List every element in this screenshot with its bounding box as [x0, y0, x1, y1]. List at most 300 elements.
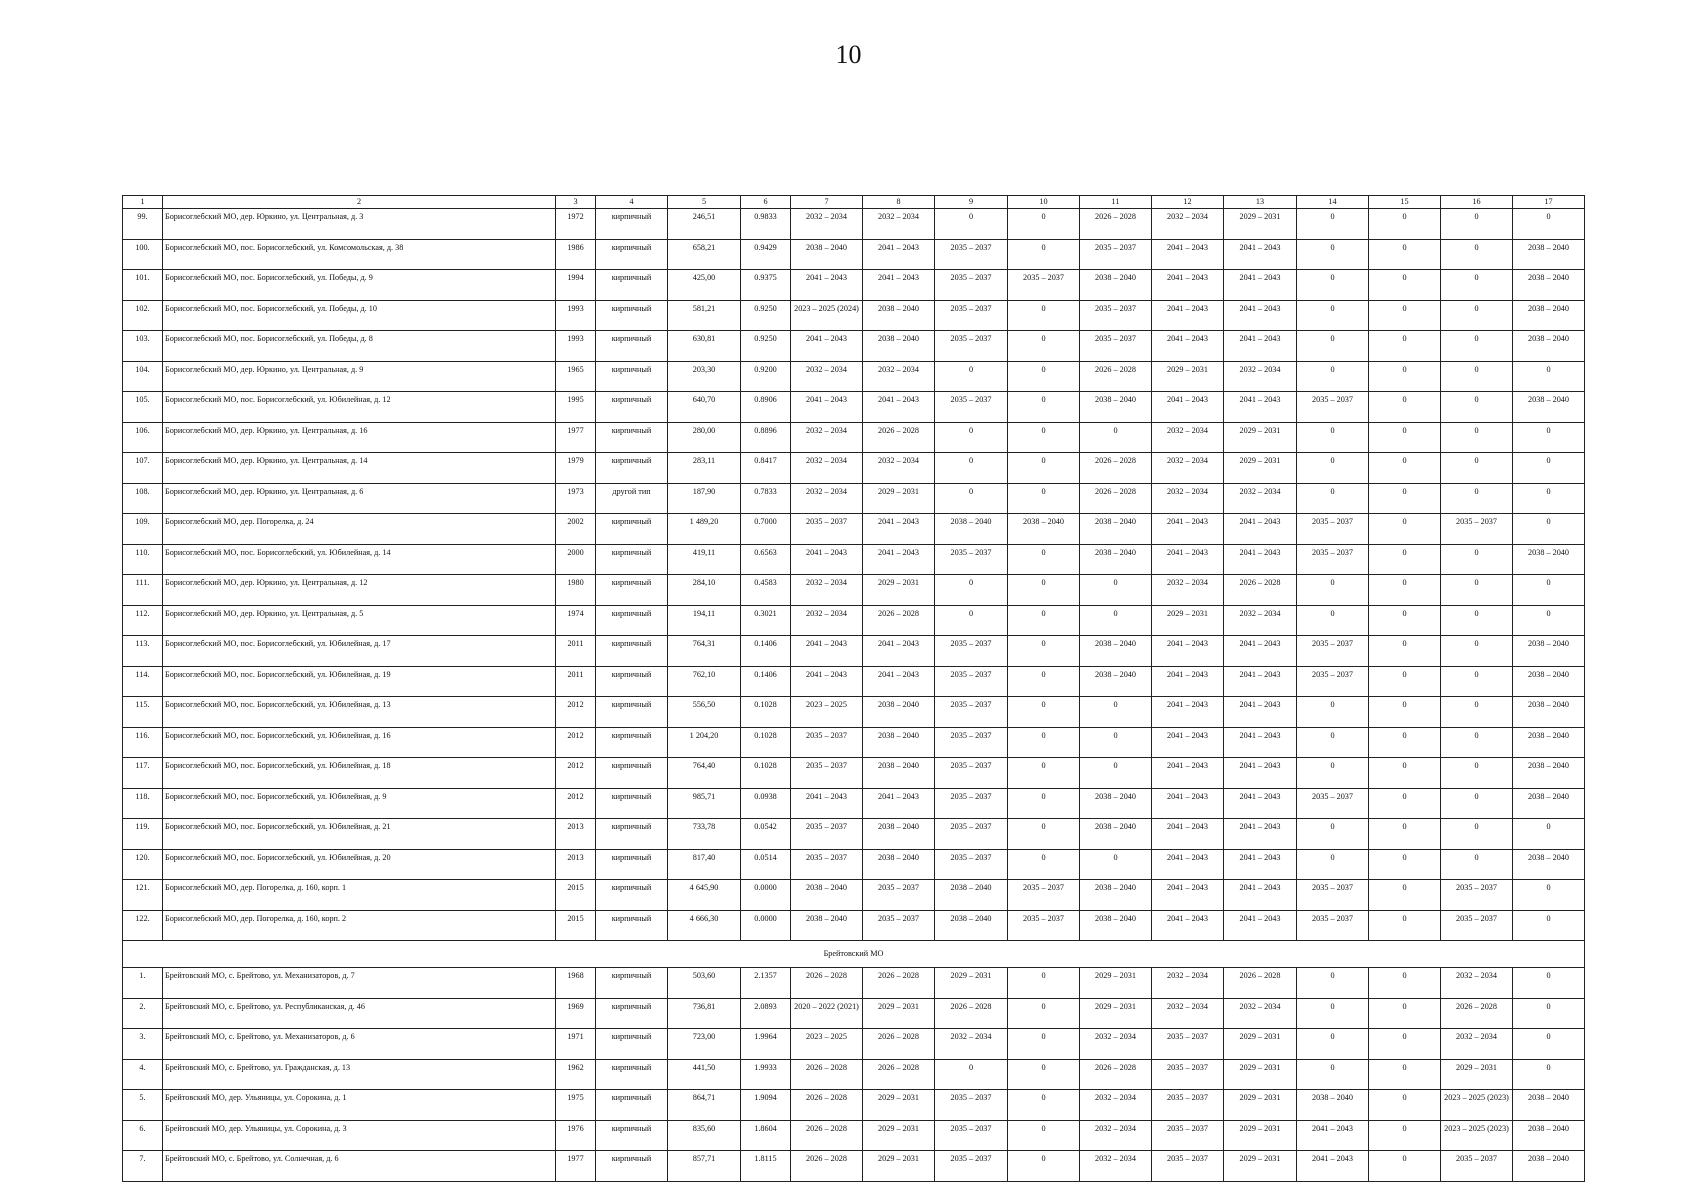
table-row [123, 788, 1585, 819]
address-cell: Борисоглебский МО, пос. Борисоглебский, ул. Юбилейная, д. 20 [163, 849, 556, 880]
table-cell: 2032 – 2034 [1152, 422, 1224, 453]
table-cell: 0 [1369, 209, 1441, 240]
table-cell: 2. [123, 998, 163, 1029]
table-cell: 2035 – 2037 [863, 880, 935, 911]
table-cell: 2026 – 2028 [791, 1090, 863, 1121]
table-cell: 2013 [556, 849, 596, 880]
table-cell: 0 [1369, 910, 1441, 941]
table-cell: 2032 – 2034 [791, 453, 863, 484]
table-cell: 2038 – 2040 [1513, 270, 1585, 301]
address-cell: Борисоглебский МО, дер. Юркино, ул. Центральная, д. 3 [163, 209, 556, 240]
table-cell: 2035 – 2037 [935, 239, 1008, 270]
table-cell: 2038 – 2040 [863, 331, 935, 362]
address-cell: Брейтовский МО, с. Брейтово, ул. Механизаторов, д. 6 [163, 1029, 556, 1060]
address-cell: Борисоглебский МО, пос. Борисоглебский, ул. Комсомольская, д. 38 [163, 239, 556, 270]
table-cell: 0 [1008, 849, 1080, 880]
table-cell: 0.0000 [741, 880, 791, 911]
table-cell: 2035 – 2037 [1297, 788, 1369, 819]
table-cell: 2029 – 2031 [1224, 1090, 1297, 1121]
table-row [123, 998, 1585, 1029]
table-cell: 2020 – 2022 (2021) [791, 998, 863, 1029]
table-cell: 0 [1008, 1029, 1080, 1060]
table-cell: 2035 – 2037 [791, 819, 863, 850]
table-cell: 2012 [556, 697, 596, 728]
table-cell: кирпичный [596, 697, 668, 728]
table-cell: 0 [1297, 1059, 1369, 1090]
table-cell: 0 [1008, 727, 1080, 758]
table-cell: 2032 – 2034 [1224, 483, 1297, 514]
table-cell: 106. [123, 422, 163, 453]
column-number-header: 6 [741, 196, 791, 209]
table-cell: 658,21 [668, 239, 741, 270]
table-cell: 0 [1008, 998, 1080, 1029]
address-cell: Борисоглебский МО, дер. Юркино, ул. Центральная, д. 12 [163, 575, 556, 606]
table-cell: 0 [1297, 483, 1369, 514]
table-cell: 2035 – 2037 [791, 849, 863, 880]
table-cell: 2035 – 2037 [935, 1120, 1008, 1151]
table-cell: 2023 – 2025 (2024) [791, 300, 863, 331]
table-cell: кирпичный [596, 666, 668, 697]
table-cell: 0 [1513, 422, 1585, 453]
table-cell: 2.1357 [741, 968, 791, 999]
table-cell: 2038 – 2040 [1513, 239, 1585, 270]
table-row [123, 697, 1585, 728]
table-cell: 1.8604 [741, 1120, 791, 1151]
table-cell: 0 [1369, 483, 1441, 514]
table-row [123, 209, 1585, 240]
table-cell: 0 [1297, 270, 1369, 301]
table-row [123, 422, 1585, 453]
table-cell: 1 489,20 [668, 514, 741, 545]
table-cell: 2035 – 2037 [935, 544, 1008, 575]
column-number-header: 9 [935, 196, 1008, 209]
table-cell: 0 [935, 575, 1008, 606]
table-cell: 0.9250 [741, 300, 791, 331]
table-cell: 0 [1297, 998, 1369, 1029]
table-cell: 0 [1080, 727, 1152, 758]
table-cell: 2032 – 2034 [1224, 998, 1297, 1029]
table-cell: 2038 – 2040 [1080, 880, 1152, 911]
table-cell: 118. [123, 788, 163, 819]
column-number-header: 17 [1513, 196, 1585, 209]
table-cell: 2041 – 2043 [863, 392, 935, 423]
table-cell: 0 [1008, 1059, 1080, 1090]
table-cell: 1994 [556, 270, 596, 301]
table-cell: 2041 – 2043 [863, 788, 935, 819]
table-cell: кирпичный [596, 727, 668, 758]
table-row [123, 880, 1585, 911]
table-cell: кирпичный [596, 819, 668, 850]
table-cell: 2026 – 2028 [791, 1120, 863, 1151]
table-cell: 817,40 [668, 849, 741, 880]
table-cell: 0 [1008, 422, 1080, 453]
table-cell: 0 [1008, 697, 1080, 728]
table-cell: 0 [1297, 331, 1369, 362]
table-cell: 1.9933 [741, 1059, 791, 1090]
address-cell: Борисоглебский МО, дер. Юркино, ул. Центральная, д. 16 [163, 422, 556, 453]
table-cell: кирпичный [596, 1059, 668, 1090]
table-cell: 2038 – 2040 [863, 697, 935, 728]
table-cell: 121. [123, 880, 163, 911]
table-cell: 2041 – 2043 [863, 666, 935, 697]
table-cell: 284,10 [668, 575, 741, 606]
table-cell: 0.1028 [741, 727, 791, 758]
table-cell: 0.8417 [741, 453, 791, 484]
table-cell: 0 [1297, 453, 1369, 484]
table-cell: 0 [1297, 605, 1369, 636]
table-cell: 2041 – 2043 [791, 270, 863, 301]
table-cell: 194,11 [668, 605, 741, 636]
table-cell: 0 [1008, 544, 1080, 575]
address-cell: Борисоглебский МО, дер. Юркино, ул. Центральная, д. 9 [163, 361, 556, 392]
table-cell: 640,70 [668, 392, 741, 423]
table-cell: 2041 – 2043 [1152, 636, 1224, 667]
table-cell: 0 [1008, 758, 1080, 789]
table-cell: 1993 [556, 331, 596, 362]
table-cell: 2032 – 2034 [1080, 1151, 1152, 1182]
table-cell: 2002 [556, 514, 596, 545]
table-cell: 0.4583 [741, 575, 791, 606]
table-cell: 2038 – 2040 [1080, 819, 1152, 850]
table-cell: 2038 – 2040 [935, 880, 1008, 911]
table-cell: кирпичный [596, 392, 668, 423]
table-cell: 2041 – 2043 [863, 270, 935, 301]
table-cell: 2041 – 2043 [1224, 300, 1297, 331]
table-cell: 0.7833 [741, 483, 791, 514]
table-cell: 0 [1513, 1029, 1585, 1060]
table-cell: 2026 – 2028 [863, 968, 935, 999]
address-cell: Борисоглебский МО, дер. Юркино, ул. Центральная, д. 6 [163, 483, 556, 514]
column-number-header: 7 [791, 196, 863, 209]
table-cell: 2026 – 2028 [791, 1059, 863, 1090]
table-cell: кирпичный [596, 636, 668, 667]
table-row [123, 300, 1585, 331]
table-row [123, 239, 1585, 270]
table-cell: 0 [1369, 361, 1441, 392]
table-cell: 2038 – 2040 [1513, 1151, 1585, 1182]
table-cell: 0 [1441, 270, 1513, 301]
table-cell: 581,21 [668, 300, 741, 331]
table-cell: кирпичный [596, 788, 668, 819]
table-cell: 2032 – 2034 [1152, 968, 1224, 999]
table-cell: 2041 – 2043 [1297, 1151, 1369, 1182]
table-cell: 441,50 [668, 1059, 741, 1090]
table-cell: кирпичный [596, 605, 668, 636]
table-cell: 764,40 [668, 758, 741, 789]
table-cell: 2000 [556, 544, 596, 575]
table-cell: 2035 – 2037 [935, 697, 1008, 728]
address-cell: Борисоглебский МО, дер. Погорелка, д. 160, корп. 2 [163, 910, 556, 941]
table-cell: кирпичный [596, 910, 668, 941]
table-cell: 2029 – 2031 [935, 968, 1008, 999]
table-cell: 0 [1513, 575, 1585, 606]
table-cell: 0 [1008, 239, 1080, 270]
table-cell: 2032 – 2034 [863, 453, 935, 484]
table-cell: 2032 – 2034 [1224, 361, 1297, 392]
table-cell: 0 [1297, 697, 1369, 728]
table-cell: 4. [123, 1059, 163, 1090]
table-cell: 2038 – 2040 [1080, 636, 1152, 667]
table-cell: 0 [1369, 239, 1441, 270]
table-cell: 2038 – 2040 [1513, 788, 1585, 819]
table-cell: 0 [1297, 819, 1369, 850]
column-number-header: 4 [596, 196, 668, 209]
table-cell: 0 [1369, 758, 1441, 789]
table-cell: 2038 – 2040 [1513, 1090, 1585, 1121]
table-cell: 2041 – 2043 [1224, 270, 1297, 301]
table-cell: 2041 – 2043 [1152, 880, 1224, 911]
table-cell: 3. [123, 1029, 163, 1060]
table-cell: 2041 – 2043 [1224, 697, 1297, 728]
table-cell: 0 [1441, 453, 1513, 484]
table-cell: 1977 [556, 422, 596, 453]
table-cell: 2026 – 2028 [1224, 575, 1297, 606]
table-cell: другой тип [596, 483, 668, 514]
table-cell: 2041 – 2043 [1224, 788, 1297, 819]
table-cell: 2026 – 2028 [935, 998, 1008, 1029]
table-cell: 4 666,30 [668, 910, 741, 941]
table-cell: кирпичный [596, 270, 668, 301]
table-cell: 2038 – 2040 [1513, 331, 1585, 362]
table-cell: 2035 – 2037 [935, 727, 1008, 758]
table-cell: 2038 – 2040 [1513, 392, 1585, 423]
table-cell: 2035 – 2037 [1080, 300, 1152, 331]
table-cell: 2041 – 2043 [863, 239, 935, 270]
table-cell: 2029 – 2031 [1224, 1029, 1297, 1060]
table-cell: 835,60 [668, 1120, 741, 1151]
table-cell: 122. [123, 910, 163, 941]
table-cell: 1 204,20 [668, 727, 741, 758]
table-cell: кирпичный [596, 968, 668, 999]
table-cell: 2029 – 2031 [863, 1090, 935, 1121]
table-cell: 2032 – 2034 [935, 1029, 1008, 1060]
table-cell: 2038 – 2040 [1080, 910, 1152, 941]
table-cell: 1968 [556, 968, 596, 999]
column-number-header: 15 [1369, 196, 1441, 209]
table-cell: 0 [1369, 1059, 1441, 1090]
table-cell: 119. [123, 819, 163, 850]
table-cell: 0 [1369, 605, 1441, 636]
table-row [123, 1059, 1585, 1090]
table-cell: 2032 – 2034 [1441, 1029, 1513, 1060]
table-cell: 5. [123, 1090, 163, 1121]
capital-repair-schedule-table [122, 195, 1585, 1182]
address-cell: Борисоглебский МО, дер. Юркино, ул. Центральная, д. 14 [163, 453, 556, 484]
table-cell: 2035 – 2037 [1008, 880, 1080, 911]
table-cell: 0 [1441, 422, 1513, 453]
table-cell: 2032 – 2034 [1080, 1029, 1152, 1060]
table-cell: 0 [1297, 300, 1369, 331]
table-row [123, 453, 1585, 484]
table-cell: 0 [1008, 1090, 1080, 1121]
table-cell: 2038 – 2040 [1513, 636, 1585, 667]
table-cell: 0 [1080, 422, 1152, 453]
table-row [123, 483, 1585, 514]
table-cell: 2041 – 2043 [1152, 544, 1224, 575]
table-cell: 2041 – 2043 [1224, 727, 1297, 758]
table-cell: 2038 – 2040 [863, 849, 935, 880]
table-cell: 110. [123, 544, 163, 575]
table-cell: 2026 – 2028 [791, 968, 863, 999]
table-cell: 2032 – 2034 [863, 361, 935, 392]
table-cell: 2035 – 2037 [935, 270, 1008, 301]
table-cell: 0 [1369, 1120, 1441, 1151]
table-cell: 0 [1008, 1120, 1080, 1151]
table-row [123, 1151, 1585, 1182]
table-cell: 2035 – 2037 [935, 300, 1008, 331]
column-number-header: 14 [1297, 196, 1369, 209]
table-cell: 0.0542 [741, 819, 791, 850]
table-cell: 0 [1008, 453, 1080, 484]
table-cell: 2035 – 2037 [935, 788, 1008, 819]
table-cell: 2023 – 2025 [791, 697, 863, 728]
table-cell: 0 [1369, 422, 1441, 453]
table-cell: 2035 – 2037 [1441, 880, 1513, 911]
table-cell: 101. [123, 270, 163, 301]
table-cell: 2038 – 2040 [791, 910, 863, 941]
table-cell: 1. [123, 968, 163, 999]
column-number-header: 16 [1441, 196, 1513, 209]
table-cell: 0 [1441, 392, 1513, 423]
table-cell: 2029 – 2031 [1224, 1120, 1297, 1151]
table-cell: 0 [1513, 968, 1585, 999]
table-cell: 117. [123, 758, 163, 789]
table-cell: 2035 – 2037 [791, 727, 863, 758]
table-cell: 2041 – 2043 [1152, 514, 1224, 545]
table-cell: 864,71 [668, 1090, 741, 1121]
table-cell: 2035 – 2037 [935, 1090, 1008, 1121]
table-cell: 2013 [556, 819, 596, 850]
table-cell: 736,81 [668, 998, 741, 1029]
table-cell: 2026 – 2028 [1080, 483, 1152, 514]
table-cell: кирпичный [596, 1029, 668, 1060]
table-cell: 2032 – 2034 [791, 361, 863, 392]
table-cell: 2029 – 2031 [1152, 361, 1224, 392]
table-cell: 0 [1369, 880, 1441, 911]
table-row [123, 1090, 1585, 1121]
table-row [123, 1120, 1585, 1151]
address-cell: Борисоглебский МО, пос. Борисоглебский, ул. Юбилейная, д. 19 [163, 666, 556, 697]
address-cell: Борисоглебский МО, пос. Борисоглебский, ул. Победы, д. 9 [163, 270, 556, 301]
table-cell: 2011 [556, 636, 596, 667]
table-row [123, 819, 1585, 850]
table-cell: 1971 [556, 1029, 596, 1060]
table-cell: 2029 – 2031 [1224, 453, 1297, 484]
table-cell: 0 [1441, 849, 1513, 880]
table-cell: 2026 – 2028 [863, 605, 935, 636]
table-cell: 0 [1441, 788, 1513, 819]
table-cell: 2041 – 2043 [1152, 758, 1224, 789]
table-cell: кирпичный [596, 422, 668, 453]
table-cell: кирпичный [596, 514, 668, 545]
table-cell: 0.9429 [741, 239, 791, 270]
table-cell: 2041 – 2043 [1152, 697, 1224, 728]
table-cell: 2032 – 2034 [1080, 1120, 1152, 1151]
table-cell: 2041 – 2043 [1224, 849, 1297, 880]
table-cell: 2026 – 2028 [1080, 209, 1152, 240]
address-cell: Борисоглебский МО, пос. Борисоглебский, ул. Юбилейная, д. 9 [163, 788, 556, 819]
table-cell: 187,90 [668, 483, 741, 514]
table-row [123, 1029, 1585, 1060]
table-cell: кирпичный [596, 849, 668, 880]
table-cell: 2041 – 2043 [1224, 331, 1297, 362]
table-cell: 0.1028 [741, 758, 791, 789]
table-cell: 2041 – 2043 [863, 514, 935, 545]
table-cell: 762,10 [668, 666, 741, 697]
table-cell: 105. [123, 392, 163, 423]
table-cell: 203,30 [668, 361, 741, 392]
table-cell: 0 [1008, 666, 1080, 697]
table-cell: 0 [1008, 788, 1080, 819]
table-cell: 2038 – 2040 [791, 239, 863, 270]
table-cell: 2041 – 2043 [1152, 819, 1224, 850]
table-cell: 2026 – 2028 [863, 1059, 935, 1090]
table-row [123, 849, 1585, 880]
table-cell: 2032 – 2034 [1152, 209, 1224, 240]
table-cell: 0 [1513, 910, 1585, 941]
table-cell: 2041 – 2043 [863, 636, 935, 667]
table-cell: 2038 – 2040 [1513, 697, 1585, 728]
address-cell: Брейтовский МО, с. Брейтово, ул. Механизаторов, д. 7 [163, 968, 556, 999]
table-cell: 2038 – 2040 [1513, 1120, 1585, 1151]
table-cell: 556,50 [668, 697, 741, 728]
table-cell: 0 [1513, 453, 1585, 484]
table-cell: 1972 [556, 209, 596, 240]
table-cell: 1973 [556, 483, 596, 514]
table-cell: 0 [1008, 300, 1080, 331]
table-cell: 0 [1369, 819, 1441, 850]
table-cell: 1.8115 [741, 1151, 791, 1182]
table-cell: 2035 – 2037 [1297, 636, 1369, 667]
table-cell: 2038 – 2040 [1080, 514, 1152, 545]
table-cell: 2029 – 2031 [863, 998, 935, 1029]
table-cell: 0.7000 [741, 514, 791, 545]
table-cell: 2041 – 2043 [863, 544, 935, 575]
table-cell: 2038 – 2040 [1513, 849, 1585, 880]
table-cell: 246,51 [668, 209, 741, 240]
table-cell: 104. [123, 361, 163, 392]
table-cell: 2041 – 2043 [1224, 392, 1297, 423]
table-cell: кирпичный [596, 361, 668, 392]
table-cell: 2035 – 2037 [935, 666, 1008, 697]
table-cell: 2032 – 2034 [863, 209, 935, 240]
table-cell: 2026 – 2028 [1224, 968, 1297, 999]
table-cell: 0 [1441, 300, 1513, 331]
table-cell: 2012 [556, 788, 596, 819]
table-cell: 0 [1513, 880, 1585, 911]
table-cell: 2041 – 2043 [1224, 819, 1297, 850]
table-cell: 2035 – 2037 [935, 636, 1008, 667]
table-cell: 0 [1297, 849, 1369, 880]
table-cell: 0 [1297, 361, 1369, 392]
table-cell: 115. [123, 697, 163, 728]
table-cell: кирпичный [596, 1120, 668, 1151]
table-cell: 2032 – 2034 [791, 483, 863, 514]
table-cell: 2029 – 2031 [1152, 605, 1224, 636]
table-cell: 0 [1369, 1151, 1441, 1182]
table-cell: 0 [1513, 819, 1585, 850]
table-cell: 0 [1369, 968, 1441, 999]
table-cell: 723,00 [668, 1029, 741, 1060]
column-number-header: 11 [1080, 196, 1152, 209]
table-cell: кирпичный [596, 1151, 668, 1182]
table-cell: 2032 – 2034 [791, 605, 863, 636]
table-cell: 2023 – 2025 [791, 1029, 863, 1060]
table-cell: 1974 [556, 605, 596, 636]
table-cell: 2041 – 2043 [791, 392, 863, 423]
table-cell: 113. [123, 636, 163, 667]
table-cell: 0 [1080, 758, 1152, 789]
